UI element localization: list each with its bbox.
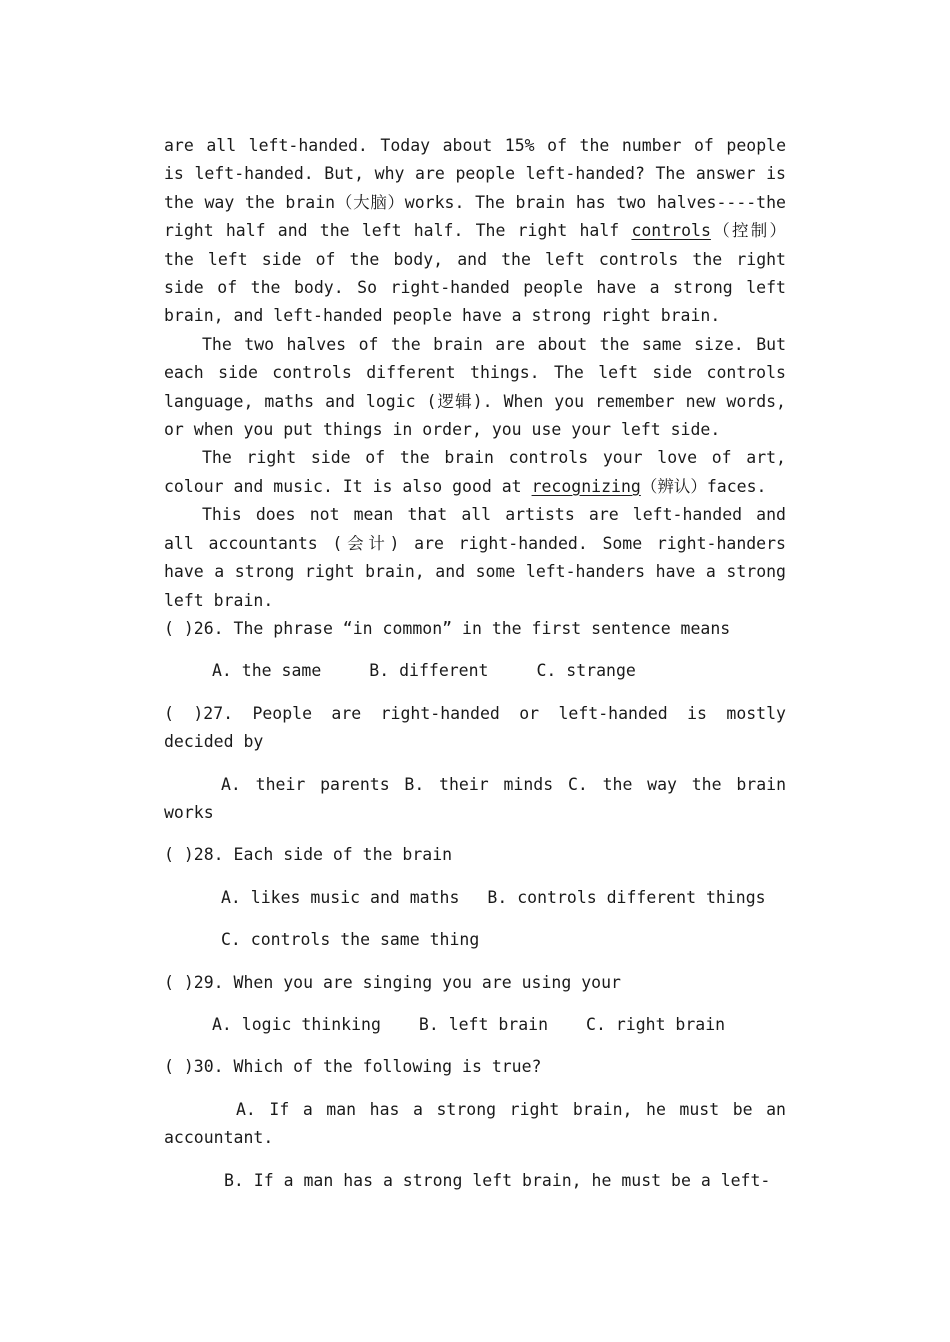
question-27-stem: ( )27. People are right-handed or left-handed is mostly decided by: [164, 703, 786, 752]
question-27-options: A. their parents B. their minds C. the way the brain works: [164, 774, 786, 822]
underlined-word-controls: controls: [631, 221, 711, 241]
passage-text: The right side of the brain controls your love of art, colour and music. It is also good at: [164, 448, 786, 496]
question-29-stem: ( )29. When you are singing you are using your: [164, 972, 621, 992]
worksheet-page: [164, 132, 786, 1195]
option-a: A. likes music and maths: [221, 887, 460, 907]
question-30-stem: ( )30. Which of the following is true?: [164, 1057, 542, 1077]
passage-text: are all left-handed. Today about 15% of the number of people is left-handed. But, why are people left-handed? The answer is the way the brain（大脑）works. The brain has two halves----the right half and the left half. The right half: [164, 136, 786, 241]
option-c: C. strange: [536, 661, 636, 681]
passage-paragraph-2: The two halves of the brain are about the same size. But each side controls different things. The left side controls language, maths and logic (逻辑). When you remember new words, or when you put things in order, you use your left side.: [164, 334, 786, 440]
option-a: A. logic thinking: [212, 1014, 381, 1034]
passage-paragraph-4: This does not mean that all artists are left-handed and all accountants (会计) are right-handed. Some right-handers have a strong right brain, and some left-handers have a strong left brain.: [164, 505, 786, 610]
question-30-option-a: A. If a man has a strong right brain, he must be an accountant.: [164, 1099, 786, 1148]
question-26-options: [164, 657, 786, 685]
option-b: B. controls different things: [487, 887, 766, 907]
option-b: B. different: [369, 661, 489, 681]
option-a: A. the same: [212, 661, 322, 681]
question-26-stem: ( )26. The phrase “in common” in the first sentence means: [164, 618, 731, 638]
passage-paragraph-1: [164, 132, 786, 331]
question-30-option-b: B. If a man has a strong left brain, he must be a left-: [224, 1170, 771, 1190]
option-c: C. right brain: [586, 1014, 726, 1034]
option-b: B. left brain: [418, 1014, 549, 1034]
passage-text: （辨认）faces.: [640, 476, 767, 496]
question-28-stem: ( )28. Each side of the brain: [164, 845, 453, 865]
question-29-options: [164, 1011, 786, 1039]
passage-paragraph-3: [164, 444, 786, 501]
question-28-options: [164, 884, 786, 912]
underlined-word-recognizing: recognizing: [531, 476, 641, 496]
passage-text: （控制）the left side of the body, and the left controls the right side of the body. So right-handed people have a strong left brain, and left-handed people have a strong right brain.: [164, 221, 786, 326]
question-28-option-c: C. controls the same thing: [221, 930, 480, 950]
